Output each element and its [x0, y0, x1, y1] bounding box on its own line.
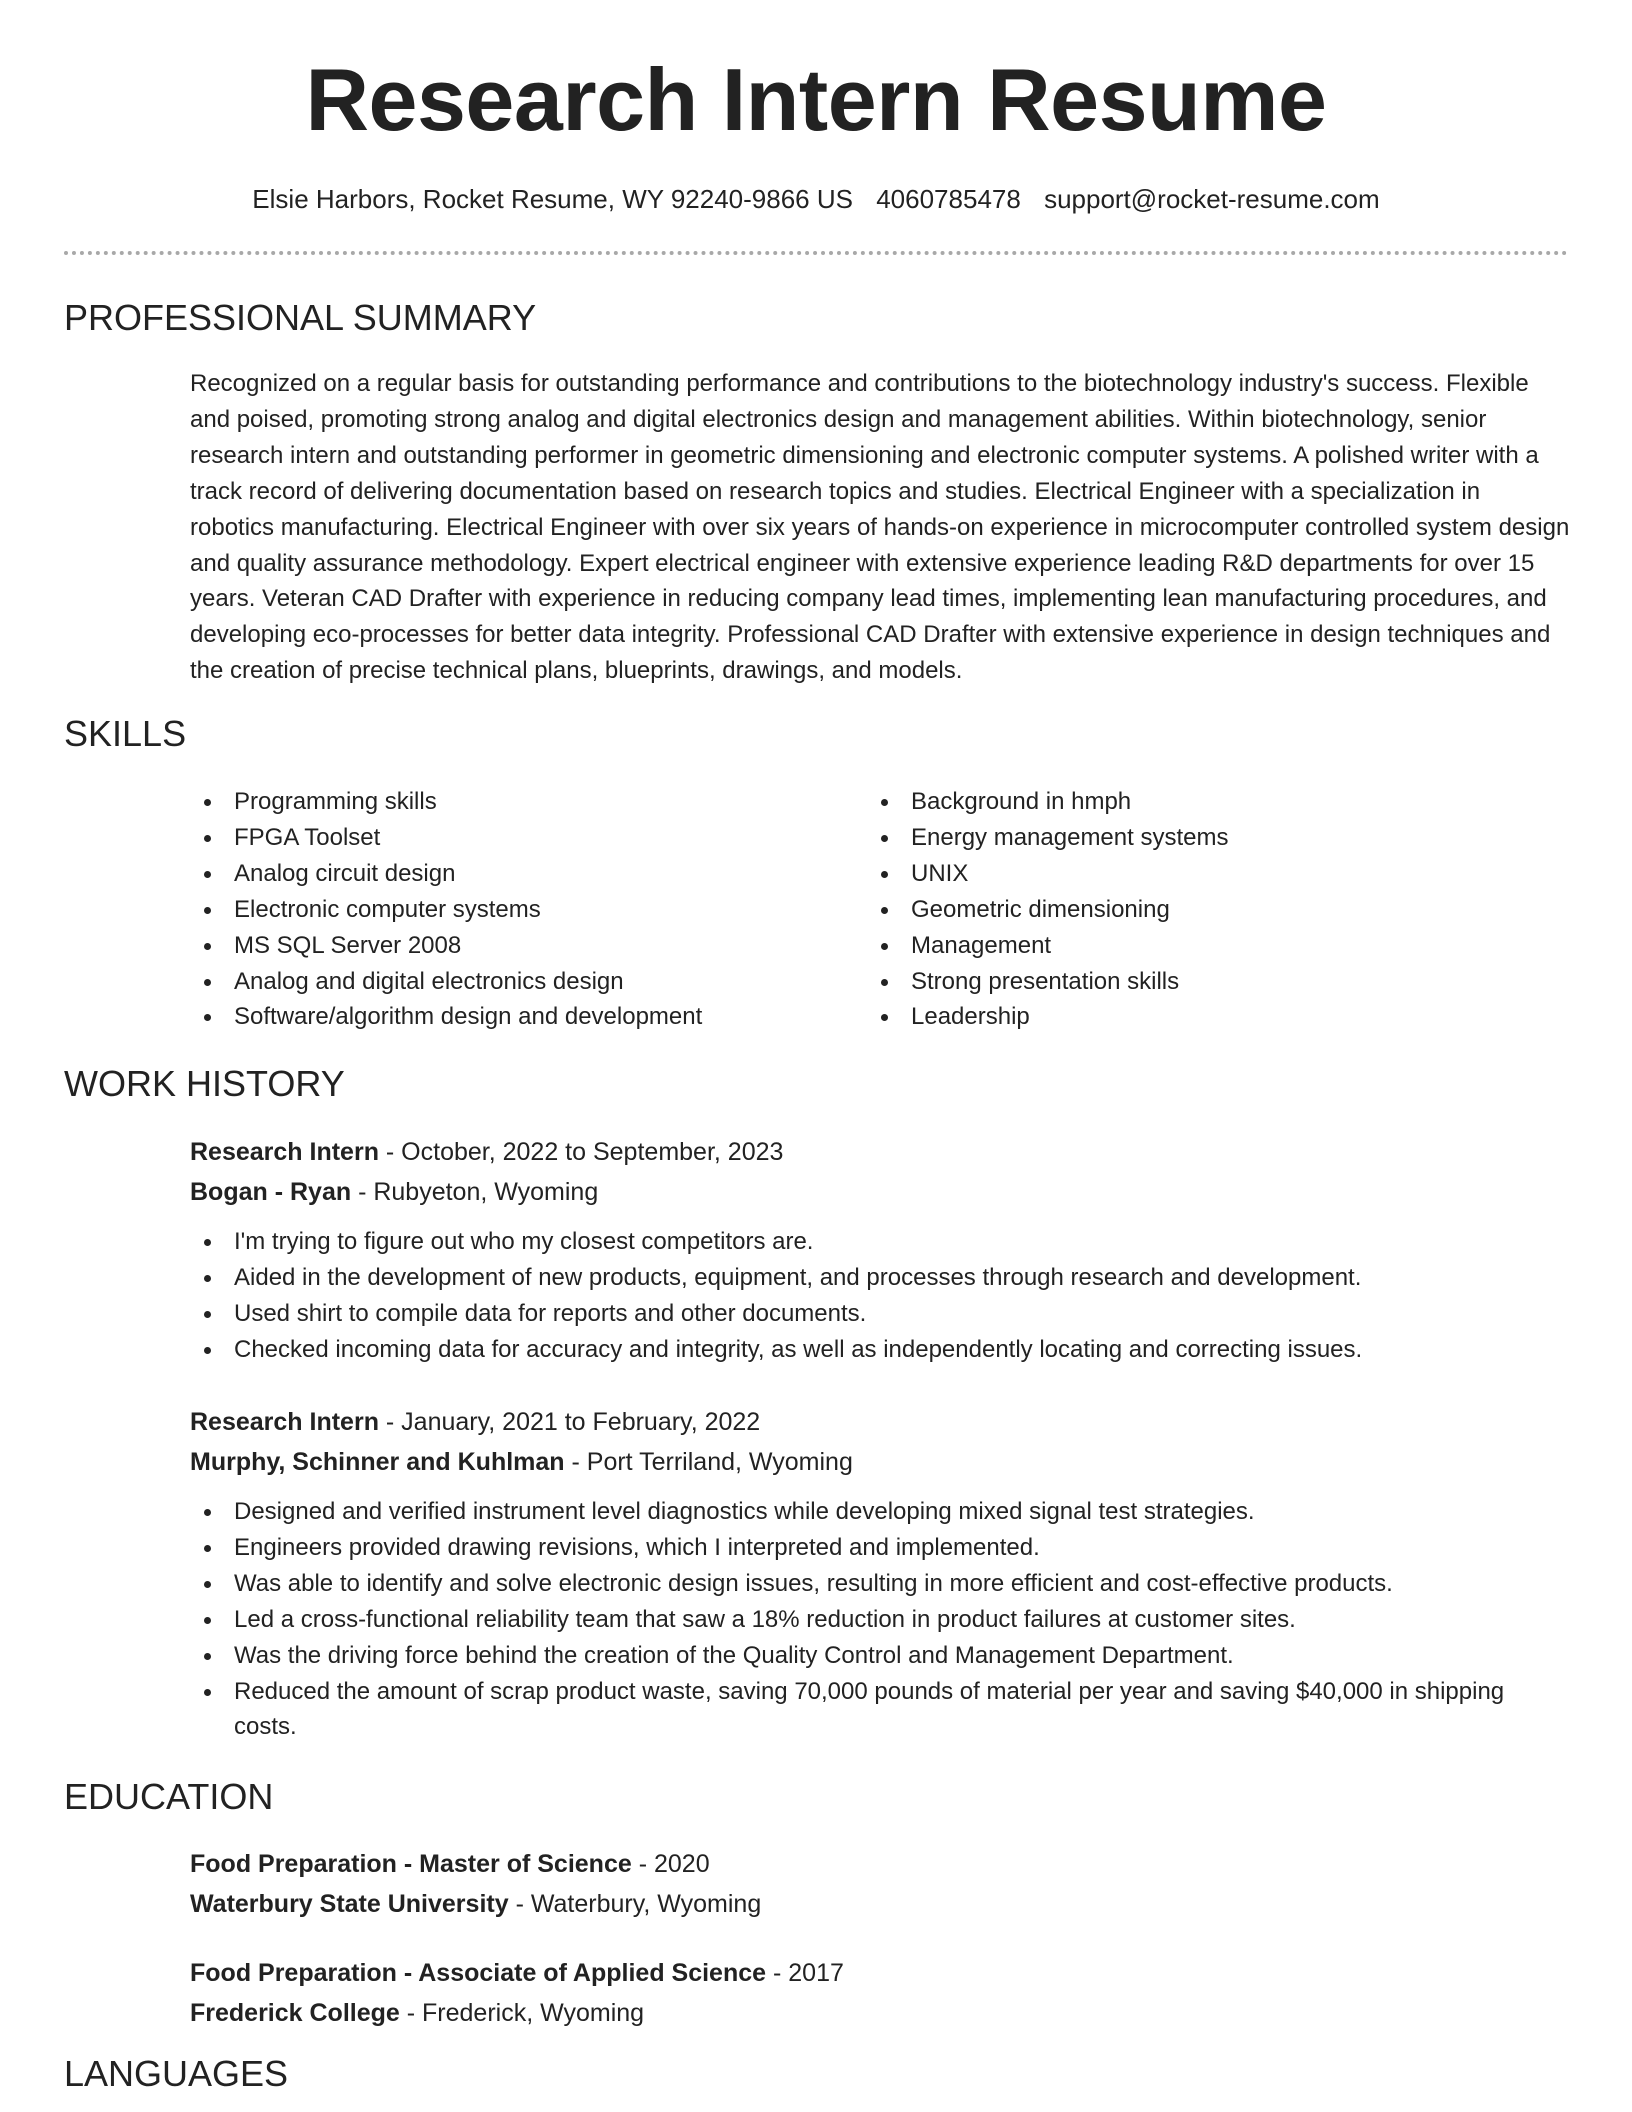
skill-item: Analog circuit design [190, 856, 830, 892]
school: Frederick College [190, 1999, 400, 2027]
job-bullet: Used shirt to compile data for reports and other documents. [190, 1296, 1570, 1332]
school-line [190, 1993, 644, 2033]
work-heading: WORK HISTORY [64, 1063, 345, 1104]
skill-item: Analog and digital electronics design [190, 964, 830, 1000]
degree: Food Preparation - Associate of Applied Science [190, 1959, 767, 1987]
job-bullet: Was able to identify and solve electronic design issues, resulting in more efficient and cost-effective products. [190, 1566, 1570, 1602]
job-company-line [190, 1442, 853, 1482]
skill-item: Energy management systems [867, 820, 1547, 856]
skill-item: Electronic computer systems [190, 892, 830, 928]
contact-email: support@rocket-resume.com [1044, 184, 1380, 214]
job-company: Murphy, Schinner and Kuhlman [190, 1448, 565, 1476]
job-bullet: Aided in the development of new products, equipment, and processes through research and development. [190, 1260, 1570, 1296]
skill-item: Background in hmph [867, 784, 1547, 820]
degree-year: - 2017 [766, 1959, 844, 1987]
job-bullet: I'm trying to figure out who my closest competitors are. [190, 1224, 1570, 1260]
degree-year: - 2020 [631, 1850, 710, 1878]
job-title-line [190, 1132, 783, 1172]
summary-heading: PROFESSIONAL SUMMARY [64, 297, 537, 338]
job-company-line [190, 1172, 598, 1212]
degree: Food Preparation - Master of Science [190, 1850, 632, 1878]
skill-item: Management [867, 928, 1547, 964]
job-title: Research Intern [190, 1138, 379, 1166]
school-location: - Frederick, Wyoming [399, 1999, 645, 2027]
job-title: Research Intern [190, 1408, 379, 1436]
header-divider [64, 251, 1568, 255]
skills-list-left [190, 784, 830, 1035]
school-location: - Waterbury, Wyoming [508, 1890, 762, 1918]
job-bullets [190, 1494, 1570, 1745]
job-bullet: Checked incoming data for accuracy and integrity, as well as independently locating and correcting issues. [190, 1332, 1570, 1368]
job-bullet: Designed and verified instrument level diagnostics while developing mixed signal test strategies. [190, 1494, 1570, 1530]
school: Waterbury State University [190, 1890, 509, 1918]
skill-item: UNIX [867, 856, 1547, 892]
job-bullet: Led a cross-functional reliability team that saw a 18% reduction in product failures at customer sites. [190, 1602, 1570, 1638]
skill-item: Software/algorithm design and development [190, 999, 830, 1035]
job-title-line [190, 1402, 760, 1442]
school-line [190, 1884, 761, 1924]
degree-line [190, 1844, 710, 1884]
skill-item: MS SQL Server 2008 [190, 928, 830, 964]
job-bullets [190, 1224, 1570, 1368]
education-heading: EDUCATION [64, 1776, 274, 1817]
summary-text: Recognized on a regular basis for outstanding performance and contributions to the biotechnology industry's success. Flexible and poised, promoting strong analog and digital electronics design and management abilities. Within biotechnology, senior research intern and outstanding performer in geometric dimensioning and electronic computer systems. A polished writer with a track record of delivering documentation based on research topics and studies. Electrical Engineer with a specialization in robotics manufacturing. Electrical Engineer with over six years of hands-on experience in microcomputer controlled system design and quality assurance methodology. Expert electrical engineer with extensive experience leading R&D departments for over 15 years. Veteran CAD Drafter with experience in reducing company lead times, implementing lean manufacturing procedures, and developing eco-processes for better data integrity. Professional CAD Drafter with extensive experience in design techniques and the creation of precise technical plans, blueprints, drawings, and models. [190, 370, 1570, 685]
skill-item: Strong presentation skills [867, 964, 1547, 1000]
skills-list-right [867, 784, 1547, 1035]
job-location: - Rubyeton, Wyoming [351, 1178, 599, 1206]
skills-heading: SKILLS [64, 713, 187, 754]
resume-title: Research Intern Resume [305, 50, 1327, 149]
contact-phone: 4060785478 [876, 184, 1021, 214]
degree-line [190, 1953, 844, 1993]
skill-item: Geometric dimensioning [867, 892, 1547, 928]
job-bullet: Reduced the amount of scrap product waste, saving 70,000 pounds of material per year and saving $40,000 in shipping costs. [190, 1674, 1570, 1746]
languages-heading: LANGUAGES [64, 2053, 289, 2094]
contact-address: Elsie Harbors, Rocket Resume, WY 92240-9866 US [252, 184, 853, 214]
skill-item: FPGA Toolset [190, 820, 830, 856]
contact-line [0, 183, 1632, 215]
skill-item: Programming skills [190, 784, 830, 820]
job-company: Bogan - Ryan [190, 1178, 352, 1206]
job-location: - Port Terriland, Wyoming [564, 1448, 853, 1476]
skill-item: Leadership [867, 999, 1547, 1035]
job-dates: - October, 2022 to September, 2023 [378, 1138, 784, 1166]
job-bullet: Was the driving force behind the creation of the Quality Control and Management Department. [190, 1638, 1570, 1674]
job-dates: - January, 2021 to February, 2022 [378, 1408, 761, 1436]
job-bullet: Engineers provided drawing revisions, which I interpreted and implemented. [190, 1530, 1570, 1566]
